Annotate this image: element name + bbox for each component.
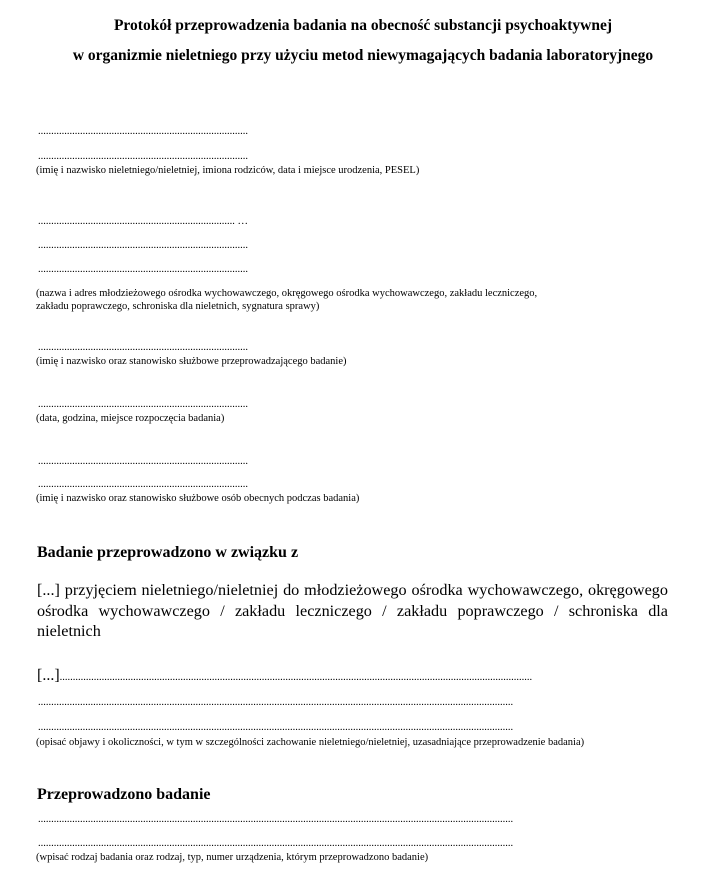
fill-line-reason-3[interactable]: ..................................................................................................................................................................................... (38, 722, 514, 733)
fill-line-test-2[interactable]: ..................................................................................................................................................................................... (38, 838, 514, 849)
caption-present-persons: (imię i nazwisko oraz stanowisko służbowe osób obecnych podczas badania) (36, 493, 360, 504)
fill-line-institution-1[interactable]: ........................................................................... … (38, 216, 248, 227)
caption-reason: (opisać objawy i okoliczności, w tym w szczególności zachowanie nieletniego/nieletniej, uzasadniające przeprowadzenie badania) (36, 737, 585, 748)
reason-paragraph: [...] przyjęciem nieletniego/nieletniej do młodzieżowego ośrodka wychowawczego, okręgowego ośrodka wychowawczego / zakładu leczniczego / zakładu poprawczego / schroniska dla nieletnich (37, 581, 668, 640)
caption-examiner: (imię i nazwisko oraz stanowisko służbowe przeprowadzającego badanie) (36, 356, 347, 367)
document-title-line-1: Protokół przeprowadzenia badania na obecność substancji psychoaktywnej (113, 17, 613, 34)
caption-institution-line-2: zakładu poprawczego, schroniska dla nieletnich, sygnatura sprawy) (36, 301, 320, 312)
fill-line-present-persons-2[interactable]: ................................................................................ (38, 479, 248, 490)
fill-line-present-persons-1[interactable]: ................................................................................ (38, 456, 248, 467)
reason-prefix-label: [...] (37, 667, 60, 684)
caption-test: (wpisać rodzaj badania oraz rodzaj, typ, numer urządzenia, którym przeprowadzono badanie) (36, 852, 429, 863)
caption-date-place: (data, godzina, miejsce rozpoczęcia badania) (36, 413, 225, 424)
fill-line-minor-name-1[interactable]: ................................................................................ (38, 126, 248, 137)
caption-institution-line-1: (nazwa i adres młodzieżowego ośrodka wychowawczego, okręgowego ośrodka wychowawczego, zakładu leczniczego, (36, 288, 538, 299)
fill-line-date-place[interactable]: ................................................................................ (38, 399, 248, 410)
fill-line-test-1[interactable]: ..................................................................................................................................................................................... (38, 814, 514, 825)
fill-line-examiner[interactable]: ................................................................................ (38, 342, 248, 353)
reason-heading: Badanie przeprowadzono w związku z (37, 544, 299, 561)
caption-minor-identity: (imię i nazwisko nieletniego/nieletniej, imiona rodziców, data i miejsce urodzenia, PESEL) (36, 165, 420, 176)
fill-line-minor-name-2[interactable]: ................................................................................ (38, 151, 248, 162)
fill-line-institution-2[interactable]: ................................................................................ (38, 240, 248, 251)
fill-line-reason-1[interactable]: .................................................................................................................................................................................... (59, 672, 533, 683)
reason-prefix (37, 667, 532, 687)
document-title-line-2: w organizmie nieletniego przy użyciu metod niewymagających badania laboratoryjnego (72, 47, 654, 64)
fill-line-institution-3[interactable]: ................................................................................ (38, 264, 248, 275)
fill-line-reason-2[interactable]: ..................................................................................................................................................................................... (38, 697, 514, 708)
test-heading: Przeprowadzono badanie (37, 786, 211, 803)
